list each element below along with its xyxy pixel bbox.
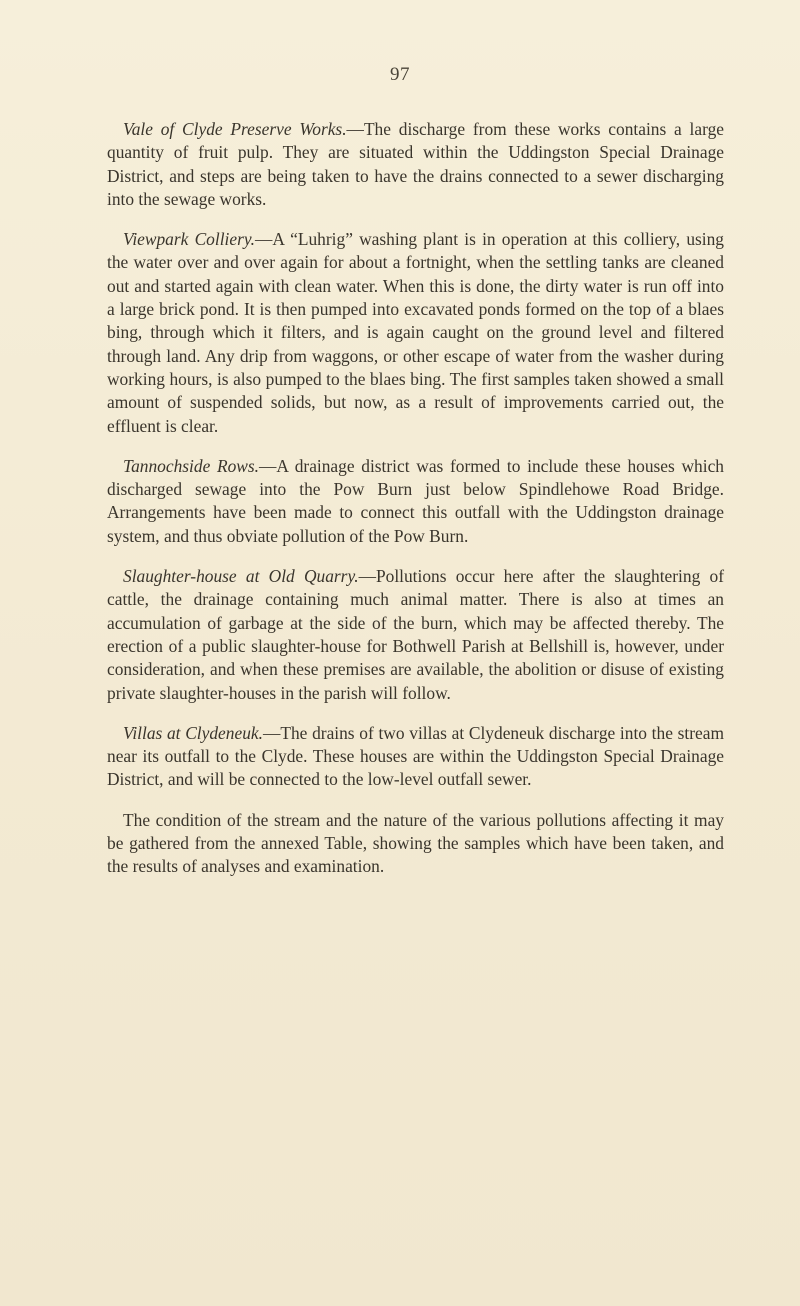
paragraph-stream-condition [107, 809, 724, 879]
paragraph-vale-of-clyde [107, 118, 724, 211]
paragraph-heading: Slaughter-house at Old Quarry. [123, 566, 359, 587]
paragraph-text: —The drains of two villas at Clydeneuk discharge into the stream near its outfall to the Clyde. These houses are within the Uddingston Special Drainage District, and will be connected to the low-level outfall sewer. [107, 722, 724, 790]
paragraph-text: The condition of the stream and the nature of the various pollutions affecting it may be gathered from the annexed Table, showing the samples which have been taken, and the results of analyses and examination. [107, 809, 724, 877]
paragraph-viewpark-colliery [107, 228, 724, 438]
paragraph-villas-clydeneuk [107, 722, 724, 792]
paragraph-heading: Vale of Clyde Preserve Works. [123, 119, 347, 139]
paragraph-tannochside-rows [107, 455, 724, 548]
paragraph-text: —Pollutions occur here after the slaughtering of cattle, the drainage containing much animal matter. There is also at times an accumulation of garbage at the side of the burn, which may be affected thereby. The erection of a public slaughter-house for Bothwell Parish at Bellshill is, however, under consideration, and when these premises are available, the abolition or disuse of existing private slaughter-houses in the parish will follow. [107, 566, 725, 703]
paragraph-text: —A “Luhrig” washing plant is in operation at this colliery, using the water over and over again for about a fortnight, when the settling tanks are cleaned out and started again with clean water. When this is done, the dirty water is run off into a large brick pond. It is then pumped into excavated ponds formed on the top of a blaes bing, through which it filters, and is again caught on the ground level and filtered through land. Any drip from waggons, or other escape of water from the washer during working hours, is also pumped to the blaes bing. The first samples taken showed a small amount of suspended solids, but now, as a result of improvements carried out, the effluent is clear. [107, 229, 724, 436]
paragraph-heading: Tannochside Rows. [123, 455, 260, 476]
body-text [107, 118, 724, 896]
paragraph-text: —A drainage district was formed to include these houses which discharged sewage into the Pow Burn just below Spindlehowe Road Bridge. Arrangements have been made to connect this outfall with the Uddingston drainage system, and thus obviate pollution of the Pow Burn. [107, 455, 724, 546]
paragraph-heading: Villas at Clydeneuk. [123, 722, 263, 743]
paragraph-slaughter-house [107, 565, 724, 705]
paragraph-text: —The discharge from these works contains a large quantity of fruit pulp. They are situated within the Uddingston Special Drainage District, and steps are being taken to have the drains connected to a sewer discharging into the sewage works. [107, 119, 724, 209]
page-number: 97 [390, 64, 410, 85]
paragraph-heading: Viewpark Colliery. [123, 229, 255, 250]
